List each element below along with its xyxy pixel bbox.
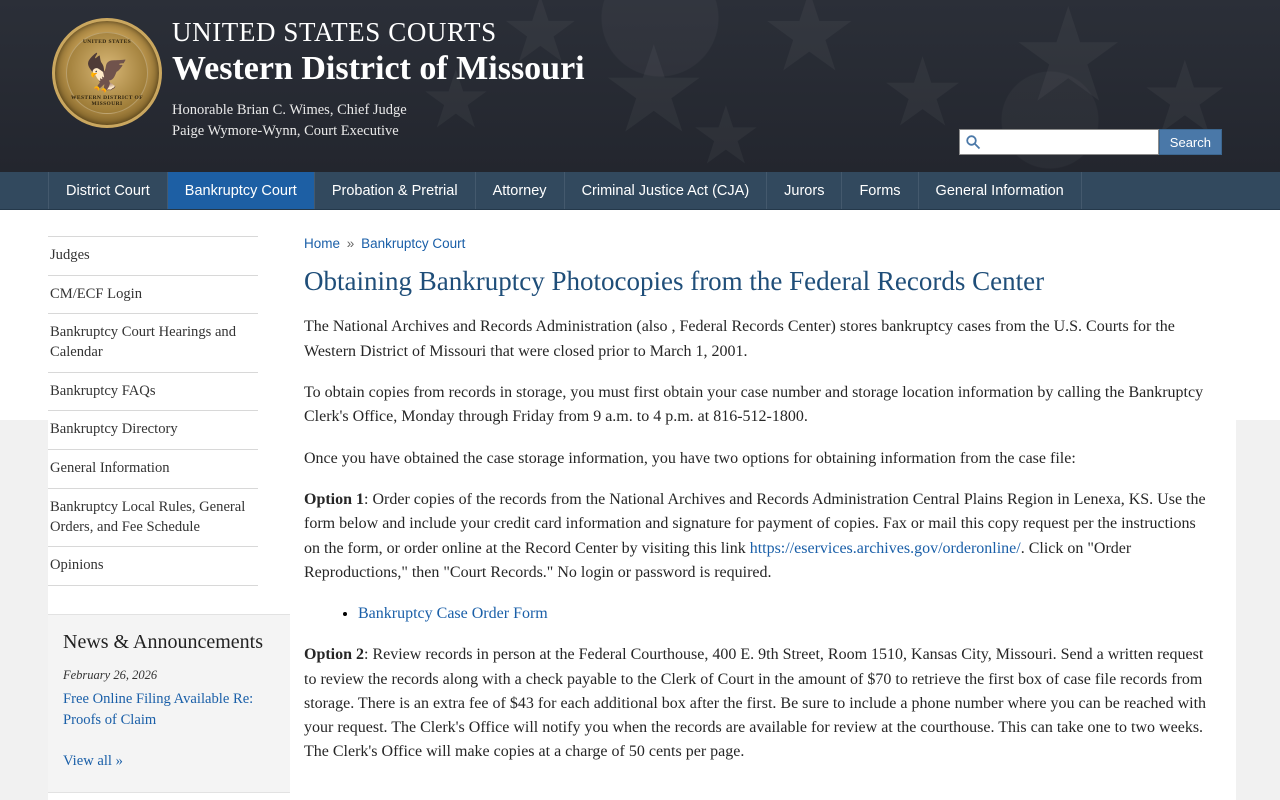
seal-bottom-text: WESTERN DISTRICT OF MISSOURI [71,95,143,107]
eagle-seal-icon [52,18,162,128]
sidebar-item-local-rules[interactable]: Bankruptcy Local Rules, General Orders, and Fee Schedule [48,489,258,547]
right-gutter [1236,420,1280,800]
paragraph-contact: To obtain copies from records in storage, you must first obtain your case number and storage location information by calling the Bankruptcy Clerk's Office, Monday through Friday from 9 a.m. to 4 p.m. at 816-512-1800. [304,384,1204,426]
officials-block [172,100,585,142]
archives-order-online-link[interactable]: https://eservices.archives.gov/orderonline/ [749,539,1021,557]
option-1-text-b: . Click on "Order Reproductions," then "Court Records." No login or password is required. [304,539,1132,581]
nav-item-probation-pretrial[interactable]: Probation & Pretrial [315,172,476,209]
search-area [959,129,1222,155]
option-1-label: Option 1 [304,490,365,508]
paragraph-intro: The National Archives and Records Administration (also , Federal Records Center) stores bankruptcy cases from the U.S. Courts for the Western District of Missouri that were closed prior to March 1, 2001. [304,318,1175,360]
news-announcements-panel [44,614,306,793]
sidebar-item-bankruptcy-directory[interactable]: Bankruptcy Directory [48,411,258,450]
nav-item-district-court[interactable]: District Court [48,172,168,209]
nav-item-forms[interactable]: Forms [842,172,918,209]
court-executive-line: Paige Wymore-Wynn, Court Executive [172,122,399,139]
option-1-text-a: : Order copies of the records from the National Archives and Records Administration Central Plains Region in Lenexa, KS. Use the form below and include your credit card information and signature for payment of copies. Fax or mail this copy request per the instructions on the form, or order online at the Record Center by visiting this link [304,490,1206,557]
header-text-block [172,18,585,142]
sidebar-item-judges[interactable]: Judges [48,237,258,276]
nav-item-bankruptcy-court[interactable]: Bankruptcy Court [168,172,315,209]
forms-bullet-list [304,602,1210,626]
breadcrumb-separator: » [346,236,355,251]
search-button[interactable]: Search [1159,129,1222,155]
news-panel-title: News & Announcements [63,630,263,653]
seal-top-text: UNITED STATES [82,39,132,45]
news-item-date: February 26, 2026 [63,667,158,682]
seal-inner [66,32,148,114]
breadcrumb-home-link[interactable]: Home [304,236,341,251]
main-column [290,210,1280,800]
breadcrumb [304,236,1210,251]
main-navigation [0,172,1280,210]
news-item-link[interactable]: Free Online Filing Available Re: Proofs of Claim [63,690,254,729]
chief-judge-line: Honorable Brian C. Wimes, Chief Judge [172,101,407,118]
option-2-label: Option 2 [304,646,365,664]
org-line: UNITED STATES COURTS [172,17,497,47]
nav-item-attorney[interactable]: Attorney [476,172,565,209]
sidebar-item-opinions[interactable]: Opinions [48,547,258,586]
site-header [0,0,1280,172]
page-title: Obtaining Bankruptcy Photocopies from the Federal Records Center [304,266,1045,296]
paragraph-options-lead: Once you have obtained the case storage information, you have two options for obtaining information from the case file: [304,449,1076,467]
paragraph-option-2 [304,643,1210,765]
sidebar-item-bankruptcy-faqs[interactable]: Bankruptcy FAQs [48,373,258,412]
sidebar-item-cmecf-login[interactable]: CM/ECF Login [48,276,258,315]
bankruptcy-case-order-form-link[interactable]: Bankruptcy Case Order Form [358,605,548,623]
breadcrumb-current-link[interactable]: Bankruptcy Court [361,236,466,251]
paragraph-option-1 [304,488,1210,585]
news-view-all-link[interactable]: View all » [63,753,123,770]
sidebar-item-general-information[interactable]: General Information [48,450,258,489]
court-name: Western District of Missouri [172,50,585,88]
nav-item-general-information[interactable]: General Information [919,172,1082,209]
eagle-glyph: 🦅 [84,52,130,93]
nav-item-jurors[interactable]: Jurors [767,172,842,209]
nav-item-cja[interactable]: Criminal Justice Act (CJA) [565,172,768,209]
content-area [0,210,1280,800]
search-input[interactable] [959,129,1159,155]
sidebar-menu [48,236,258,586]
option-2-text: : Review records in person at the Federal Courthouse, 400 E. 9th Street, Room 1510, Kansas City, Missouri. Send a written request to review the records along with a check payable to the Clerk of Court in the amount of $70 to retrieve the first box of case file records from storage. There is an extra fee of $43 for each additional box after the first. Be sure to include a phone number where you can be reached with your request. The Clerk's Office will notify you when the records are available for review at the courthouse. This can take one to two weeks. The Clerk's Office will make copies at a charge of 50 cents per page. [304,646,1207,761]
left-gutter [0,420,48,800]
list-item [358,602,1210,626]
sidebar-item-hearings-calendar[interactable]: Bankruptcy Court Hearings and Calendar [48,314,258,372]
